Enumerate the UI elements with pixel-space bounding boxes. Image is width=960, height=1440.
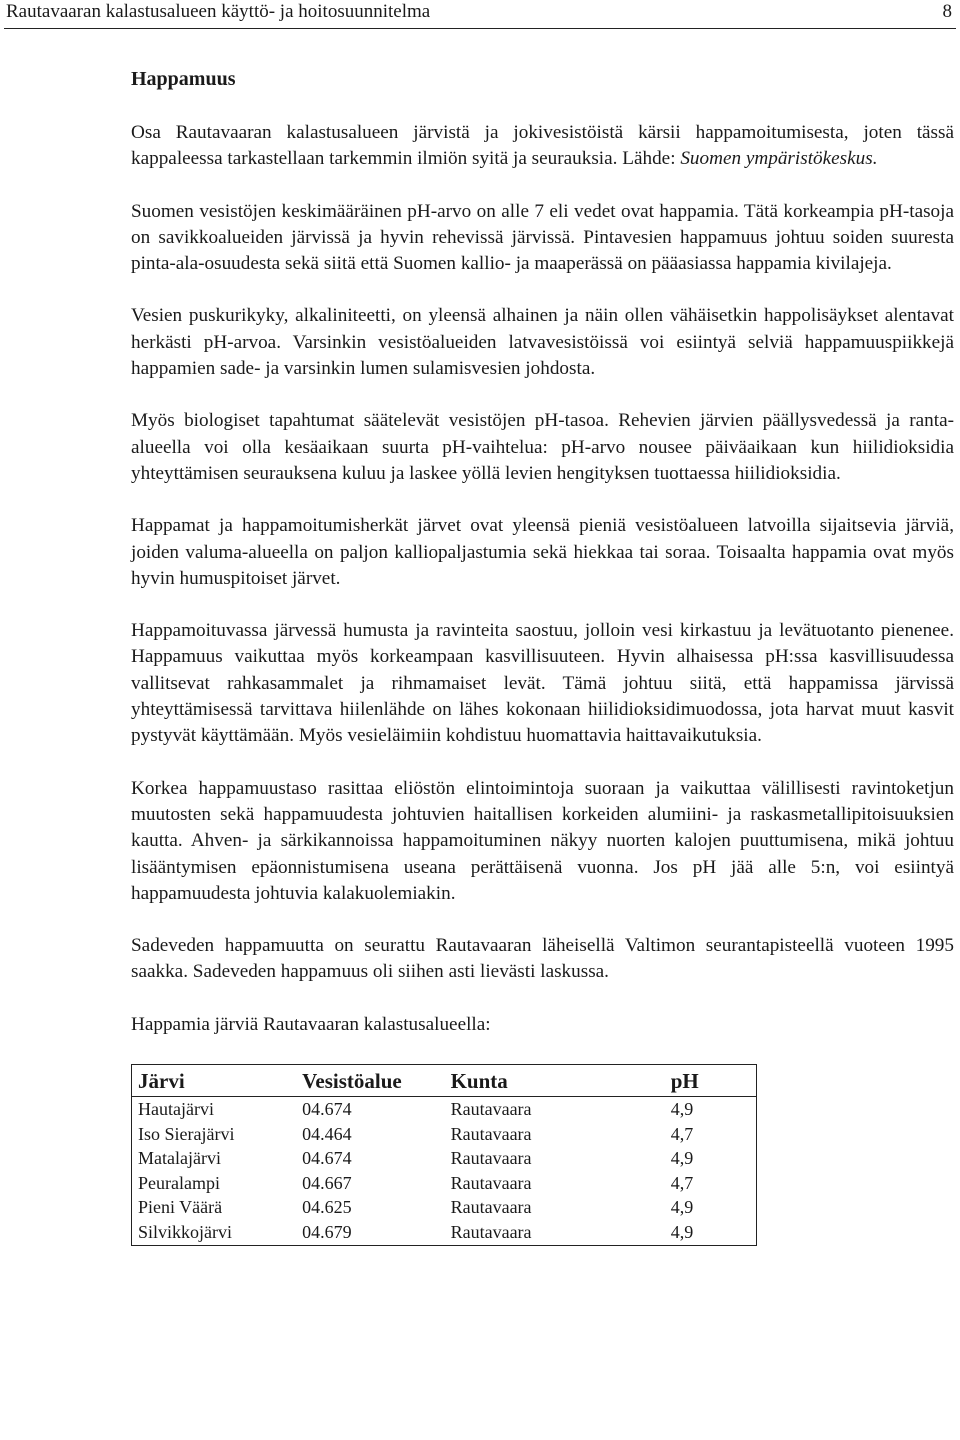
- cell-watershed: 04.625: [302, 1197, 352, 1218]
- paragraph-fish-effects: Korkea happamuustaso rasittaa eliöstön elintoimintoja suoraan ja vaikuttaa välillisesti ravintoketjun muutosten sekä happamuudesta johtuvien haitallisen korkeiden alumiini- ja raskasmetallipitoisuuksien kautta. Ahven- ja särkikannoissa happamoituminen näkyy nuorten kalojen puuttumisena, mikä johtuu lisääntymisen epäonnistumisena useana perättäisenä vuonna. Jos pH jää alle 5:n, voi esiintyä happamuudesta johtuvia kalakuolemiakin.: [131, 777, 954, 904]
- paragraph-acidifying-lake: Happamoituvassa järvessä humusta ja ravinteita saostuu, jolloin vesi kirkastuu ja levätuotanto pienenee. Happamuus vaikuttaa myös korkeampaan kasvillisuuteen. Hyvin alhaisessa pH:ssa kasvillisuudessa vallitsevat rahkasammalet ja rihmamaiset levät. Tämä johtuu siitä, että happamissa järvissä yhteyttämisessä tarvittava hiilenlähde on lähes kokonaan hiilidioksidimuodossa, jota harvat muut kasvit pystyvät käyttämään. Myös vesieläimiin kohdistuu huomattavia haittavaikutuksia.: [131, 620, 954, 747]
- cell-lake: Silvikkojärvi: [138, 1221, 232, 1242]
- cell-lake: Hautajärvi: [138, 1099, 214, 1120]
- paragraph-ph-level: Suomen vesistöjen keskimääräinen pH-arvo on alle 7 eli vedet ovat happamia. Tätä korkeampia pH-tasoja on savikkoalueiden järvissä ja hyvin rehevissä järvissä. Pintavesien happamuus johtuu soiden suuresta pinta-ala-osuudesta sekä siitä että Suomen kallio- ja maaperässä on pääasiassa happamia kivilajeja.: [131, 200, 954, 275]
- cell-watershed: 04.674: [302, 1099, 352, 1120]
- table-row: [132, 1195, 757, 1220]
- cell-ph: 4,9: [670, 1221, 694, 1242]
- cell-lake: Peuralampi: [138, 1172, 220, 1193]
- paragraph-intro: [131, 120, 954, 173]
- cell-municipality: Rautavaara: [450, 1099, 532, 1120]
- cell-lake: Matalajärvi: [138, 1148, 221, 1169]
- cell-ph: 4,9: [670, 1197, 694, 1218]
- column-header-watershed: Vesistöalue: [296, 1065, 444, 1097]
- acid-lakes-table: [131, 1064, 757, 1246]
- page-header: [4, 0, 956, 29]
- column-header-lake: Järvi: [132, 1065, 297, 1097]
- table-row: [132, 1171, 757, 1196]
- paragraph-rainwater: Sadeveden happamuutta on seurattu Rautavaaran läheisellä Valtimon seurantapisteellä vuoteen 1995 saakka. Sadeveden happamuus oli siihen asti lievästi laskussa.: [131, 935, 954, 983]
- table-caption: Happamia järviä Rautavaaran kalastusalueella:: [131, 1013, 491, 1035]
- paragraph-biology: Myös biologiset tapahtumat säätelevät vesistöjen pH-tasoa. Rehevien järvien päällysvedessä ja ranta-alueella voi olla kesäaikaan suurta pH-vaihtelua: pH-arvo nousee päiväaikaan kun hiilidioksidia yhteyttämisen seurauksena kuluu ja laskee yöllä levien hengityksen tuottaessa hiilidioksidia.: [131, 410, 954, 484]
- cell-watershed: 04.679: [302, 1221, 352, 1242]
- table-row: [132, 1122, 757, 1147]
- table-header-row: [132, 1065, 757, 1097]
- cell-watershed: 04.674: [302, 1148, 352, 1169]
- cell-municipality: Rautavaara: [450, 1197, 532, 1218]
- section-heading: Happamuus: [131, 68, 236, 90]
- column-header-municipality: Kunta: [445, 1065, 665, 1097]
- cell-ph: 4,7: [670, 1172, 694, 1193]
- cell-ph: 4,7: [670, 1123, 694, 1144]
- cell-watershed: 04.667: [302, 1172, 352, 1193]
- cell-municipality: Rautavaara: [450, 1123, 532, 1144]
- document-body: [131, 66, 954, 1246]
- cell-municipality: Rautavaara: [450, 1172, 532, 1193]
- cell-lake: Pieni Väärä: [138, 1197, 223, 1218]
- cell-lake: Iso Sierajärvi: [138, 1123, 235, 1144]
- cell-municipality: Rautavaara: [450, 1148, 532, 1169]
- paragraph-buffering: Vesien puskurikyky, alkaliniteetti, on yleensä alhainen ja näin ollen vähäisetkin happolisäykset alentavat herkästi pH-arvoa. Varsinkin vesistöalueiden latvavesistöissä voi esiintyä selviä happamuuspiikkejä happamien sade- ja varsinkin lumen sulamisvesien johdosta.: [131, 305, 954, 380]
- column-header-ph: pH: [665, 1065, 757, 1097]
- table-row: [132, 1146, 757, 1171]
- cell-ph: 4,9: [670, 1099, 694, 1120]
- cell-ph: 4,9: [670, 1148, 694, 1169]
- paragraph-acid-lakes: Happamat ja happamoitumisherkät järvet ovat yleensä pieniä vesistöalueen latvoilla sijaitsevia järviä, joiden valuma-alueella on paljon kalliopaljastumia sekä hiekkaa tai soraa. Toisaalta happamia ovat myös hyvin humuspitoiset järvet.: [131, 515, 954, 589]
- cell-watershed: 04.464: [302, 1123, 352, 1144]
- table-row: [132, 1097, 757, 1122]
- document-title: Rautavaaran kalastusalueen käyttö- ja hoitosuunnitelma: [6, 1, 431, 22]
- page-number: 8: [942, 1, 952, 22]
- cell-municipality: Rautavaara: [450, 1221, 532, 1242]
- source-reference: Suomen ympäristökeskus.: [680, 148, 878, 170]
- intro-text: Osa Rautavaaran kalastusalueen järvistä ja jokivesistöistä kärsii happamoitumisesta, joten tässä kappaleessa tarkastellaan tarkemmin ilmiön syitä ja seurauksia. Lähde:: [131, 122, 954, 170]
- table-row: [132, 1220, 757, 1245]
